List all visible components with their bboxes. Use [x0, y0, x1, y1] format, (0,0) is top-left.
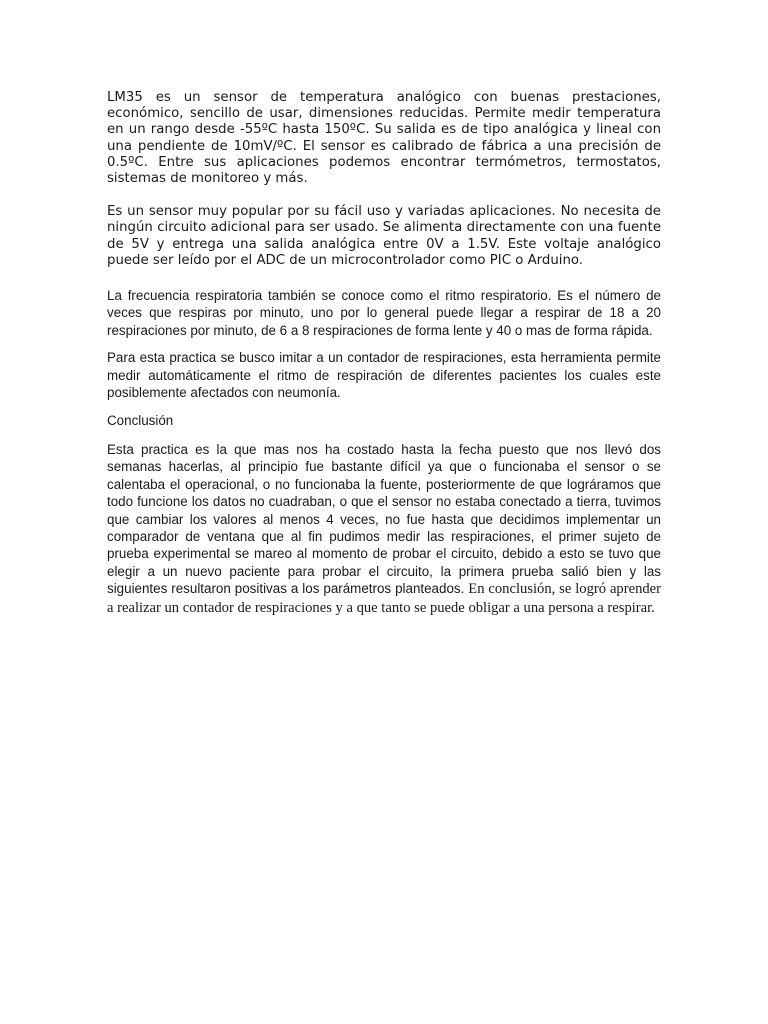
paragraph-respiratory-rate: La frecuencia respiratoria también se conoce como el ritmo respiratorio. Es el número de veces que respiras por minuto, uno por lo general puede llegar a respirar de 18 a 20 respiraciones por minuto, de 6 a 8 respiraciones de forma lente y 40 o mas de forma rápida. [107, 288, 661, 338]
paragraph-lm35-description: LM35 es un sensor de temperatura analógico con buenas prestaciones, económico, sencillo de usar, dimensiones reducidas. Permite medir temperatura en un rango desde -55ºC hasta 150ºC. Su salida es de tipo analógica y lineal con una pendiente de 10mV/ºC. El sensor es calibrado de fábrica a una precisión de 0.5ºC. Entre sus aplicaciones podemos encontrar termómetros, termostatos, sistemas de monitoreo y más. [107, 90, 661, 187]
conclusion-final-sentence: En conclusión, se logró aprender a realizar un contador de respiraciones y a que tanto se puede obligar a una persona a respirar. [107, 581, 661, 617]
paragraph-conclusion [107, 441, 661, 618]
conclusion-heading: Conclusión [107, 413, 174, 429]
paragraph-sensor-usage: Es un sensor muy popular por su fácil uso y variadas aplicaciones. No necesita de ningún circuito adicional para ser usado. Se alimenta directamente con una fuente de 5V y entrega una salida analógica entre 0V a 1.5V. Este voltaje analógico puede ser leído por el ADC de un microcontrolador como PIC o Arduino. [107, 204, 661, 268]
conclusion-body-text: Esta practica es la que mas nos ha costado hasta la fecha puesto que nos llevó dos semanas hacerlas, al principio fue bastante difícil ya que o funcionaba el sensor o se calentaba el operacional, o no funcionaba la fuente, posteriormente de que lográramos que todo funcione los datos no cuadraban, o que el sensor no estaba conectado a tierra, tuvimos que cambiar los valores al menos 4 veces, no fue hasta que decidimos implementar un comparador de ventana que al fin pudimos medir las respiraciones, el primer sujeto de prueba experimental se mareo al momento de probar el circuito, debido a esto se tuvo que elegir a un nuevo paciente para probar el circuito, la primera prueba salió bien y las siguientes resultaron positivas a los parámetros planteados. [107, 441, 661, 597]
paragraph-practice-purpose: Para esta practica se busco imitar a un contador de respiraciones, esta herramienta permite medir automáticamente el ritmo de respiración de diferentes pacientes los cuales este posiblemente afectados con neumonía. [107, 350, 661, 401]
document-page [107, 90, 661, 618]
